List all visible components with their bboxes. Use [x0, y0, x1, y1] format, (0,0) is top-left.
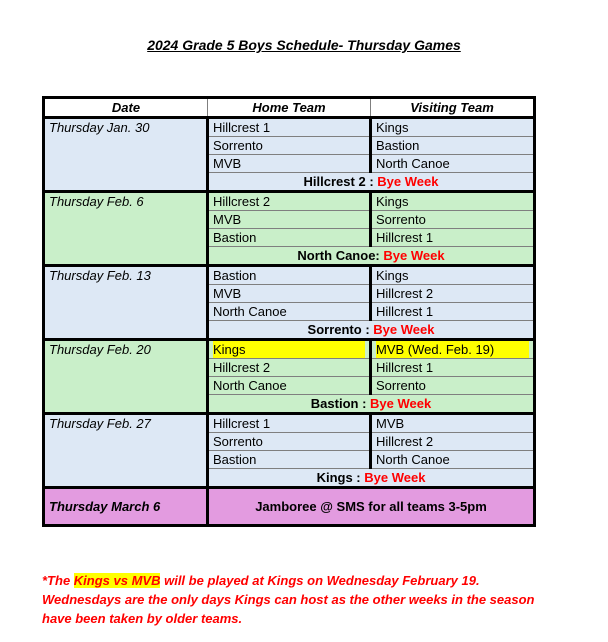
visiting-team-cell [371, 303, 535, 321]
home-team-cell [208, 192, 371, 211]
home-team-name: Sorrento [213, 434, 263, 449]
bye-separator: : [361, 322, 374, 337]
home-team-cell [208, 359, 371, 377]
visiting-team-name: MVB [376, 416, 405, 431]
home-team-cell [208, 285, 371, 303]
visiting-team-cell [371, 377, 535, 395]
visiting-team-name: Kings [376, 268, 409, 283]
home-team-cell [208, 229, 371, 247]
visiting-team-cell [371, 155, 535, 173]
game-row [44, 118, 535, 137]
visiting-team-name: Kings [376, 120, 409, 135]
visiting-team-column-header: Visiting Team [371, 98, 535, 118]
game-row [44, 192, 535, 211]
home-team-cell [208, 211, 371, 229]
home-team-cell [208, 137, 371, 155]
week-date: Thursday Feb. 6 [44, 192, 208, 266]
home-team-name: Hillcrest 2 [213, 194, 271, 209]
bye-week-label: Bye Week [370, 396, 432, 411]
bye-week-cell [208, 469, 535, 488]
home-team-cell [208, 377, 371, 395]
home-team-name: Bastion [213, 268, 257, 283]
jamboree-date: Thursday March 6 [44, 488, 208, 526]
home-team-column-header: Home Team [208, 98, 371, 118]
bye-week-cell [208, 173, 535, 192]
visiting-team-name: North Canoe [376, 452, 450, 467]
week-date: Thursday Feb. 20 [44, 340, 208, 414]
home-team-cell [208, 433, 371, 451]
bye-week-label: Bye Week [364, 470, 426, 485]
bye-separator: : [352, 470, 365, 485]
home-team-name: North Canoe [213, 304, 287, 319]
bye-separator: : [375, 248, 384, 263]
header-row [44, 98, 535, 118]
home-team-cell [208, 155, 371, 173]
visiting-team-cell [371, 266, 535, 285]
bye-week-cell [208, 321, 535, 340]
schedule-table [42, 96, 536, 527]
bye-team-name: Sorrento [307, 322, 362, 337]
visiting-team-name: Hillcrest 2 [376, 434, 434, 449]
footnote-highlight: Kings vs MVB [73, 573, 161, 588]
home-team-cell [208, 414, 371, 433]
bye-team-name: Kings [316, 470, 353, 485]
bye-team-name: Bastion [310, 396, 359, 411]
home-team-cell [208, 118, 371, 137]
home-team-name: Hillcrest 2 [213, 360, 271, 375]
home-team-name: Bastion [213, 452, 257, 467]
bye-team-name: Hillcrest 2 [303, 174, 366, 189]
home-team-name: North Canoe [213, 378, 287, 393]
week-date: Thursday Jan. 30 [44, 118, 208, 192]
bye-week-cell [208, 395, 535, 414]
bye-week-label: Bye Week [377, 174, 439, 189]
game-row [44, 414, 535, 433]
home-team-cell [208, 451, 371, 469]
visiting-team-name: Hillcrest 1 [376, 304, 434, 319]
jamboree-event: Jamboree @ SMS for all teams 3-5pm [208, 488, 535, 526]
visiting-team-cell [371, 192, 535, 211]
visiting-team-cell [371, 285, 535, 303]
visiting-team-cell [371, 433, 535, 451]
bye-separator: : [365, 174, 378, 189]
visiting-team-cell [371, 451, 535, 469]
home-team-cell [208, 340, 371, 359]
visiting-team-name: Bastion [376, 138, 420, 153]
visiting-team-name: North Canoe [376, 156, 450, 171]
visiting-team-cell [371, 340, 535, 359]
home-team-cell [208, 303, 371, 321]
page-title: 2024 Grade 5 Boys Schedule- Thursday Games [147, 37, 461, 53]
schedule-body [44, 118, 535, 526]
game-row [44, 266, 535, 285]
home-team-name: Sorrento [213, 138, 263, 153]
week-date: Thursday Feb. 13 [44, 266, 208, 340]
week-date: Thursday Feb. 27 [44, 414, 208, 488]
visiting-team-name: Hillcrest 2 [376, 286, 434, 301]
visiting-team-cell [371, 118, 535, 137]
visiting-team-cell [371, 211, 535, 229]
bye-team-name: North Canoe [297, 248, 376, 263]
home-team-name: Bastion [213, 230, 257, 245]
date-column-header: Date [44, 98, 208, 118]
home-team-name: Kings [213, 341, 365, 358]
footnote-prefix: *The [42, 573, 74, 588]
home-team-name: MVB [213, 156, 242, 171]
home-team-cell [208, 266, 371, 285]
bye-week-cell [208, 247, 535, 266]
jamboree-row [44, 488, 535, 526]
home-team-name: MVB [213, 286, 242, 301]
footnote-text: will be played at Kings on Wednesday February 19. Wednesdays are the only days Kings can host as the other weeks in the season have been taken by older teams. [42, 573, 535, 626]
visiting-team-cell [371, 359, 535, 377]
home-team-name: Hillcrest 1 [213, 416, 271, 431]
game-row [44, 340, 535, 359]
bye-separator: : [358, 396, 371, 411]
footnote [42, 571, 542, 628]
visiting-team-cell [371, 229, 535, 247]
visiting-team-name: Hillcrest 1 [376, 360, 434, 375]
visiting-team-cell [371, 137, 535, 155]
bye-week-label: Bye Week [383, 248, 445, 263]
home-team-name: MVB [213, 212, 242, 227]
visiting-team-name: MVB (Wed. Feb. 19) [376, 341, 529, 358]
visiting-team-name: Hillcrest 1 [376, 230, 434, 245]
visiting-team-cell [371, 414, 535, 433]
bye-week-label: Bye Week [373, 322, 435, 337]
visiting-team-name: Kings [376, 194, 409, 209]
visiting-team-name: Sorrento [376, 212, 426, 227]
visiting-team-name: Sorrento [376, 378, 426, 393]
home-team-name: Hillcrest 1 [213, 120, 271, 135]
